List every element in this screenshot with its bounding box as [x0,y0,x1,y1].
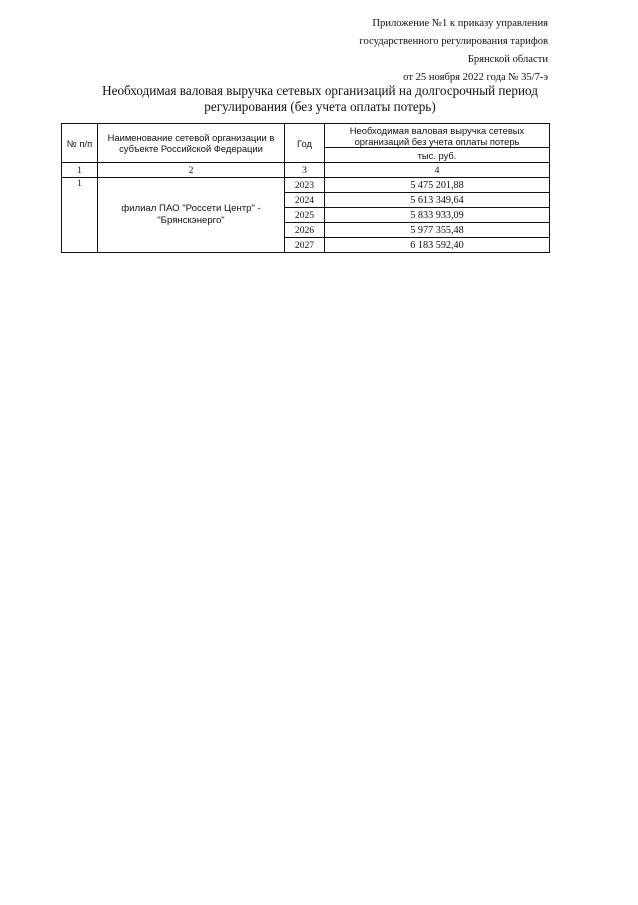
year-cell: 2024 [285,193,325,208]
revenue-table [61,123,550,253]
row-num: 1 [62,178,98,253]
revenue-value: 5 613 349,64 [325,193,550,208]
year-cell: 2023 [285,178,325,193]
appendix-header [359,15,548,87]
header-line: государственного регулирования тарифов [359,36,548,47]
header-num: № п/п [62,124,98,163]
year-cell: 2025 [285,208,325,223]
title-line: регулирования (без учета оплаты потерь) [204,99,436,114]
column-number: 3 [285,163,325,178]
revenue-value: 5 833 933,09 [325,208,550,223]
header-revenue: Необходимая валовая выручка сетевых организаций без учета оплаты потерь [325,124,550,148]
table-header-row [62,124,550,148]
document-title [60,83,580,115]
table-row [62,178,550,193]
year-cell: 2026 [285,223,325,238]
revenue-value: 6 183 592,40 [325,238,550,253]
year-cell: 2027 [285,238,325,253]
column-number-row [62,163,550,178]
org-name: филиал ПАО "Россети Центр" - "Брянскэнерго" [98,178,285,253]
column-number: 4 [325,163,550,178]
revenue-value: 5 977 355,48 [325,223,550,238]
header-org-name: Наименование сетевой организации в субъекте Российской Федерации [98,124,285,163]
header-unit: тыс. руб. [325,148,550,163]
title-line: Необходимая валовая выручка сетевых организаций на долгосрочный период [102,83,538,98]
header-line: от 25 ноября 2022 года № 35/7-э [403,72,548,83]
header-line: Брянской области [467,54,548,65]
revenue-value: 5 475 201,88 [325,178,550,193]
header-year: Год [285,124,325,163]
header-line: Приложение №1 к приказу управления [372,18,548,29]
column-number: 1 [62,163,98,178]
column-number: 2 [98,163,285,178]
